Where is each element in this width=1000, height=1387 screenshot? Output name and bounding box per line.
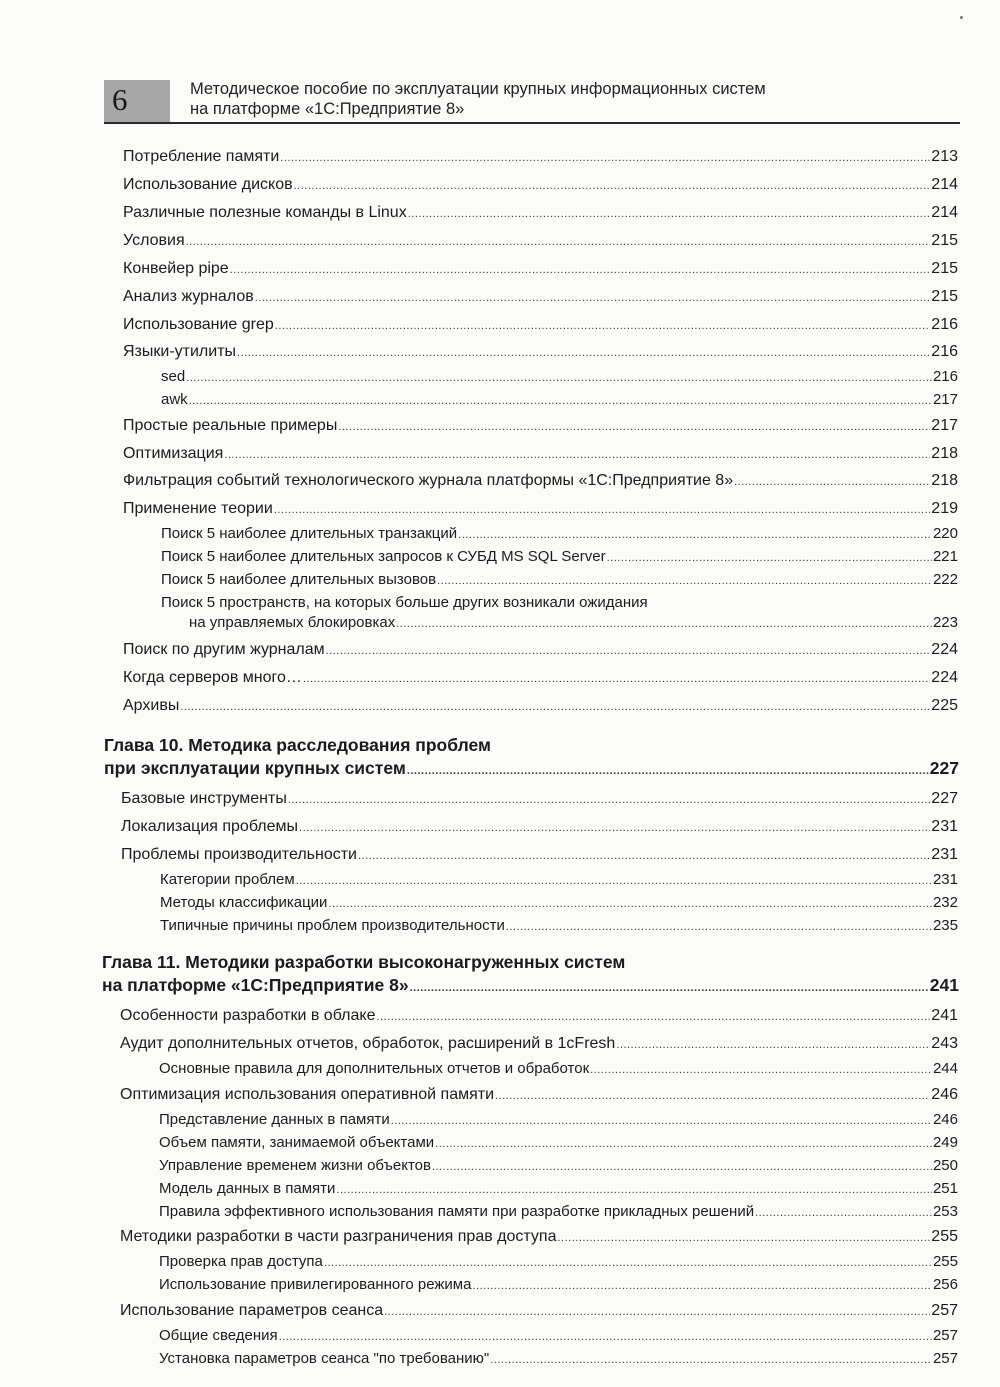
toc-subentry[interactable]: Представление данных в памяти ..... 246	[159, 1111, 958, 1128]
toc-entry[interactable]: Использование параметров сеанса ..... 257	[120, 1302, 958, 1320]
toc-subentry[interactable]: awk ..... 217	[161, 391, 958, 408]
toc-subentry[interactable]: sed ..... 216	[161, 368, 958, 385]
toc-subentry[interactable]: Методы классификации ..... 232	[160, 894, 958, 911]
toc-entry[interactable]: Оптимизация использования оперативной памяти ..... 246	[120, 1086, 958, 1104]
toc-entry[interactable]: Простые реальные примеры ..... 217	[123, 417, 958, 435]
toc-subentry[interactable]: Установка параметров сеанса "по требованию" ..... 257	[159, 1350, 958, 1367]
toc-subentry[interactable]: Управление временем жизни объектов ..... 250	[159, 1157, 958, 1174]
running-title-line-1: Методическое пособие по эксплуатации крупных информационных систем	[190, 80, 766, 98]
chapter-11-entry[interactable]: на платформе «1С:Предприятие 8» ..... 241	[102, 975, 959, 996]
toc-subentry-first-line[interactable]: Поиск 5 пространств, на которых больше других возникали ожидания	[161, 594, 648, 611]
toc-subentry[interactable]: Использование привилегированного режима ..... 256	[159, 1276, 958, 1293]
running-title-line-2: на платформе «1С:Предприятие 8»	[190, 100, 465, 118]
toc-subentry[interactable]: Категории проблем ..... 231	[160, 871, 958, 888]
chapter-11-title[interactable]: Глава 11. Методики разработки высоконагруженных систем	[102, 952, 626, 972]
toc-subentry[interactable]: Правила эффективного использования памяти при разработке прикладных решений ..... 253	[159, 1203, 958, 1220]
toc-entry[interactable]: Особенности разработки в облаке ..... 241	[120, 1007, 958, 1025]
toc-subentry[interactable]: Основные правила для дополнительных отчетов и обработок ..... 244	[159, 1060, 958, 1077]
toc-subentry[interactable]: Типичные причины проблем производительности ..... 235	[160, 917, 958, 934]
toc-entry[interactable]: Условия ..... 215	[123, 232, 958, 250]
toc-entry[interactable]: Когда серверов много… ..... 224	[123, 669, 958, 687]
toc-entry[interactable]: Потребление памяти ..... 213	[123, 148, 958, 166]
chapter-10-entry[interactable]: при эксплуатации крупных систем ..... 227	[104, 758, 959, 779]
page-number: 6	[112, 82, 128, 117]
toc-entry[interactable]: Языки-утилиты ..... 216	[123, 343, 958, 361]
toc-entry[interactable]: Использование дисков ..... 214	[123, 176, 958, 194]
toc-entry[interactable]: Аудит дополнительных отчетов, обработок, расширений в 1cFresh ..... 243	[120, 1035, 958, 1053]
toc-subentry[interactable]: Поиск 5 наиболее длительных транзакций ..... 220	[161, 525, 958, 542]
toc-subentry[interactable]: Модель данных в памяти ..... 251	[159, 1180, 958, 1197]
running-title	[190, 79, 890, 119]
toc-entry[interactable]: Использование grep ..... 216	[123, 316, 958, 334]
toc-entry[interactable]: Локализация проблемы ..... 231	[121, 818, 958, 836]
toc-entry[interactable]: Оптимизация ..... 218	[123, 445, 958, 463]
scan-speck	[960, 16, 963, 19]
toc-entry[interactable]: Поиск по другим журналам ..... 224	[123, 641, 958, 659]
toc-entry[interactable]: Методики разработки в части разграничения прав доступа ..... 255	[120, 1228, 958, 1246]
toc-subentry[interactable]: Поиск 5 наиболее длительных вызовов ..... 222	[161, 571, 958, 588]
toc-entry[interactable]: Проблемы производительности ..... 231	[121, 846, 958, 864]
toc-subentry[interactable]: на управляемых блокировках ..... 223	[161, 614, 958, 631]
header-rule	[104, 122, 960, 124]
toc-entry[interactable]: Фильтрация событий технологического журнала платформы «1С:Предприятие 8» ..... 218	[123, 472, 958, 490]
toc-entry[interactable]: Конвейер pipe ..... 215	[123, 260, 958, 278]
toc-subentry[interactable]: Поиск 5 наиболее длительных запросов к СУБД MS SQL Server ..... 221	[161, 548, 958, 565]
toc-subentry[interactable]: Проверка прав доступа ..... 255	[159, 1253, 958, 1270]
toc-entry[interactable]: Различные полезные команды в Linux ..... 214	[123, 204, 958, 222]
toc-subentry[interactable]: Общие сведения ..... 257	[159, 1327, 958, 1344]
toc-entry[interactable]: Применение теории ..... 219	[123, 500, 958, 518]
toc-subentry[interactable]: Объем памяти, занимаемой объектами ..... 249	[159, 1134, 958, 1151]
toc-entry[interactable]: Базовые инструменты ..... 227	[121, 790, 958, 808]
toc-entry[interactable]: Анализ журналов ..... 215	[123, 288, 958, 306]
toc-entry[interactable]: Архивы ..... 225	[123, 697, 958, 715]
chapter-10-title[interactable]: Глава 10. Методика расследования проблем	[104, 735, 491, 755]
